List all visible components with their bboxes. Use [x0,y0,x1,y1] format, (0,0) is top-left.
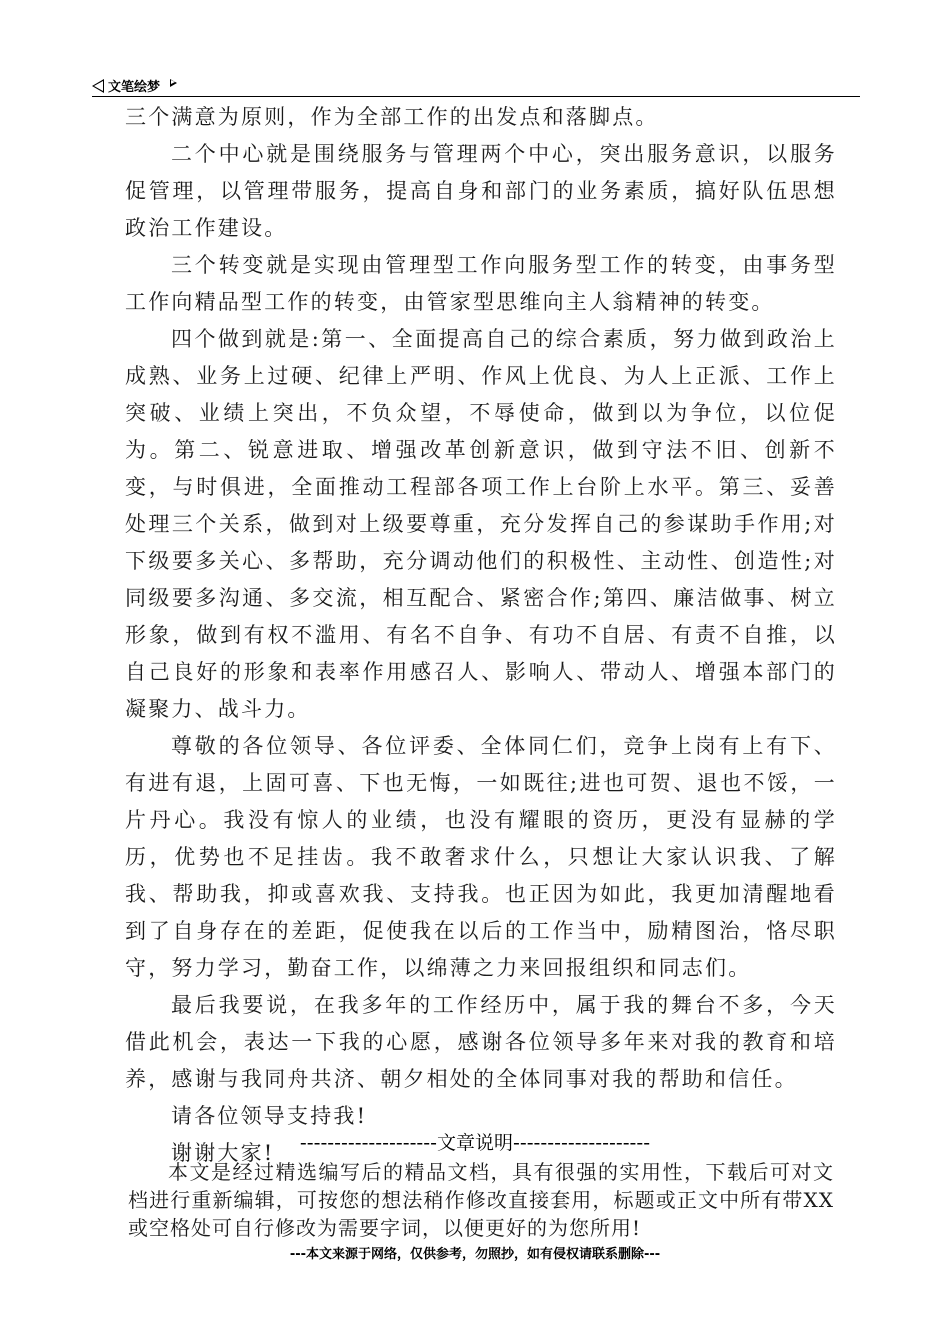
paragraph: 最后我要说，在我多年的工作经历中，属于我的舞台不多，今天借此机会，表达一下我的心愿，感谢各位领导多年来对我的教育和培养，感谢与我同舟共济、朝夕相处的全体同事对我的帮助和信任。 [125,993,837,1091]
triangle-left-icon [92,79,104,93]
paragraph: 三个转变就是实现由管理型工作向服务型工作的转变，由事务型工作向精品型工作的转变，由管家型思维向主人翁精神的转变。 [125,253,837,314]
closing-line: 请各位领导支持我! [171,1104,368,1128]
source-disclaimer: ---本文来源于网络，仅供参考，勿照抄，如有侵权请联系删除--- [289,1247,661,1262]
page-header [92,72,860,97]
note-divider: --------------------文章说明-------------------- [299,1132,651,1154]
article-note [128,1158,834,1242]
header-brand [92,76,177,95]
closing-line: 谢谢大家! [171,1141,275,1165]
paragraph: 二个中心就是围绕服务与管理两个中心，突出服务意识，以服务促管理，以管理带服务，提高自身和部门的业务素质，搞好队伍思想政治工作建设。 [125,142,837,240]
note-text: 本文是经过精选编写后的精品文档，具有很强的实用性，下载后可对文档进行重新编辑，可按您的想法稍作修改直接套用，标题或正文中所有带XX或空格处可自行修改为需要字词，以便更好的为您所用! [128,1160,834,1240]
header-brand-label: 文笔绘梦 [108,80,161,95]
paragraph: 四个做到就是:第一、全面提高自己的综合素质，努力做到政治上成熟、业务上过硬、纪律上严明、作风上优良、为人上正派、工作上突破、业绩上突出，不负众望，不辱使命，做到以为争位，以位促为。第二、锐意进取、增强改革创新意识，做到守法不旧、创新不变，与时俱进，全面推动工程部各项工作上台阶上水平。第三、妥善处理三个关系，做到对上级要尊重，充分发挥自己的参谋助手作用;对下级要多关心、多帮助，充分调动他们的积极性、主动性、创造性;对同级要多沟通、多交流，相互配合、紧密合作;第四、廉洁做事、树立形象，做到有权不滥用、有名不自争、有功不自居、有责不自推，以自己良好的形象和表率作用感召人、影响人、带动人、增强本部门的凝聚力、战斗力。 [125,327,837,721]
document-body [125,99,837,1172]
paragraph: 尊敬的各位领导、各位评委、全体同仁们，竞争上岗有上有下、有进有退，上固可喜、下也无悔，一如既往;进也可贺、退也不馁，一片丹心。我没有惊人的业绩，也没有耀眼的资历，更没有显赫的学历，优势也不足挂齿。我不敢奢求什么，只想让大家认识我、了解我、帮助我，抑或喜欢我、支持我。也正因为如此，我更加清醒地看到了自身存在的差距，促使我在以后的工作当中，励精图治，恪尽职守，努力学习，勤奋工作，以绵薄之力来回报组织和同志们。 [125,734,837,980]
paragraph-continuation: 三个满意为原则，作为全部工作的出发点和落脚点。 [125,105,659,129]
triangle-right-icon [170,79,177,87]
